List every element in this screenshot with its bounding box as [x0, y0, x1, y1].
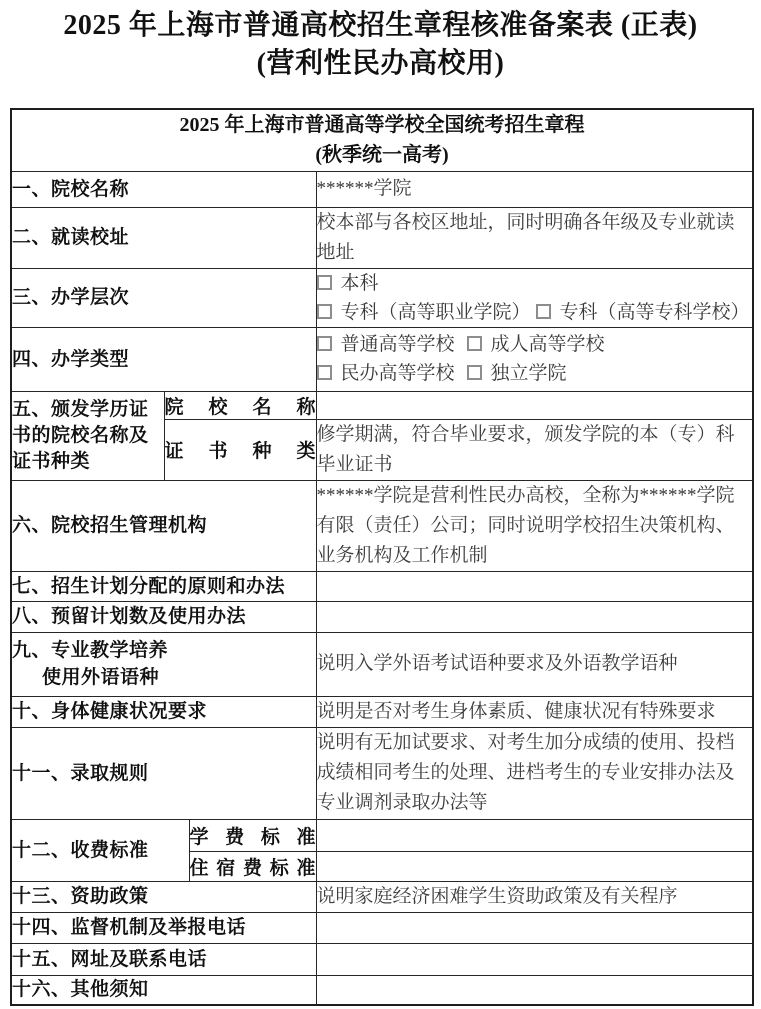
row11-value: 说明有无加试要求、对考生加分成绩的使用、投档成绩相同考生的处理、进档考生的专业安排办法及专业调剂录取办法等 [316, 727, 753, 819]
row11-label: 十一、录取规则 [11, 727, 316, 819]
row13-label: 十三、资助政策 [11, 881, 316, 912]
table-row [11, 943, 753, 975]
table-row [11, 327, 753, 391]
row12-tuition-value [316, 819, 753, 851]
row1-label: 一、院校名称 [11, 171, 316, 207]
table-row [11, 171, 753, 207]
option-line [317, 298, 753, 327]
checkbox-private-college [317, 365, 332, 380]
checkbox-adult-college [467, 336, 482, 351]
row1-value: ******学院 [316, 171, 753, 207]
option-line [317, 359, 753, 388]
row14-label: 十四、监督机制及举报电话 [11, 912, 316, 943]
row6-label: 六、院校招生管理机构 [11, 480, 316, 571]
row9-label [11, 632, 316, 696]
row10-label: 十、身体健康状况要求 [11, 696, 316, 727]
row3-options-cell [316, 268, 753, 327]
table-header-cell [11, 109, 753, 171]
checkbox-independent-college [467, 365, 482, 380]
table-row [11, 632, 753, 696]
table-header-row [11, 109, 753, 171]
table-row [11, 819, 753, 851]
checkbox-vocational-college [317, 304, 332, 319]
row15-value [316, 943, 753, 975]
table-row [11, 601, 753, 632]
table-row [11, 727, 753, 819]
option-label: 专科（高等职业学院） [340, 301, 531, 323]
table-row [11, 881, 753, 912]
row14-value [316, 912, 753, 943]
table-header-line2: (秋季统一高考) [315, 144, 449, 167]
table-row [11, 975, 753, 1005]
checkbox-regular-college [317, 336, 332, 351]
table-header-line1: 2025 年上海市普通高等学校全国统考招生章程 [179, 114, 585, 137]
table-row [11, 912, 753, 943]
option-label: 专科（高等专科学校） [559, 301, 750, 323]
row5-sublabel-college-name: 院 校 名 称 [164, 391, 316, 419]
option-label: 成人高等学校 [490, 334, 605, 355]
option-line [317, 330, 753, 359]
table-row [11, 391, 753, 419]
row9-label-line1: 九、专业教学培养 [12, 640, 169, 661]
row5-sublabel-certificate-type: 证 书 种 类 [164, 419, 316, 480]
row2-label: 二、就读校址 [11, 207, 316, 268]
option-line [317, 269, 753, 298]
row13-value: 说明家庭经济困难学生资助政策及有关程序 [316, 881, 753, 912]
row12-sublabel-accommodation: 住 宿 费 标 准 [189, 851, 316, 881]
doc-title-line2: (营利性民办高校用) [256, 48, 505, 79]
row8-label: 八、预留计划数及使用办法 [11, 601, 316, 632]
doc-title [0, 0, 761, 83]
checkbox-specialized-college [536, 304, 551, 319]
row9-value: 说明入学外语考试语种要求及外语教学语种 [316, 632, 753, 696]
row10-value: 说明是否对考生身体素质、健康状况有特殊要求 [316, 696, 753, 727]
checkbox-undergraduate [317, 275, 332, 290]
row3-label: 三、办学层次 [11, 268, 316, 327]
table-row [11, 268, 753, 327]
row15-label: 十五、网址及联系电话 [11, 943, 316, 975]
row9-label-line2: 使用外语语种 [42, 667, 160, 688]
table-row [11, 571, 753, 601]
table-row [11, 480, 753, 571]
option-label: 独立学院 [490, 363, 567, 384]
row4-options-cell [316, 327, 753, 391]
row12-accommodation-value [316, 851, 753, 881]
row8-value [316, 601, 753, 632]
admission-charter-table [10, 108, 754, 1006]
row2-value: 校本部与各校区地址，同时明确各年级及专业就读地址 [316, 207, 753, 268]
doc-title-line1: 2025 年上海市普通高校招生章程核准备案表 (正表) [63, 10, 698, 41]
table-row [11, 207, 753, 268]
row12-sublabel-tuition: 学 费 标 准 [189, 819, 316, 851]
row12-label: 十二、收费标准 [11, 819, 189, 881]
option-label: 民办高等学校 [340, 363, 455, 384]
row16-value [316, 975, 753, 1005]
row5-certificate-type-value: 修学期满，符合毕业要求，颁发学院的本（专）科毕业证书 [316, 419, 753, 480]
row16-label: 十六、其他须知 [11, 975, 316, 1005]
row4-label: 四、办学类型 [11, 327, 316, 391]
row5-college-name-value [316, 391, 753, 419]
row7-value [316, 571, 753, 601]
row5-label: 五、颁发学历证书的院校名称及证书种类 [11, 391, 164, 480]
option-label: 本科 [340, 272, 379, 294]
row6-value: ******学院是营利性民办高校，全称为******学院有限（责任）公司；同时说明学校招生决策机构、业务机构及工作机制 [316, 480, 753, 571]
option-label: 普通高等学校 [340, 334, 455, 355]
table-row [11, 696, 753, 727]
row7-label: 七、招生计划分配的原则和办法 [11, 571, 316, 601]
